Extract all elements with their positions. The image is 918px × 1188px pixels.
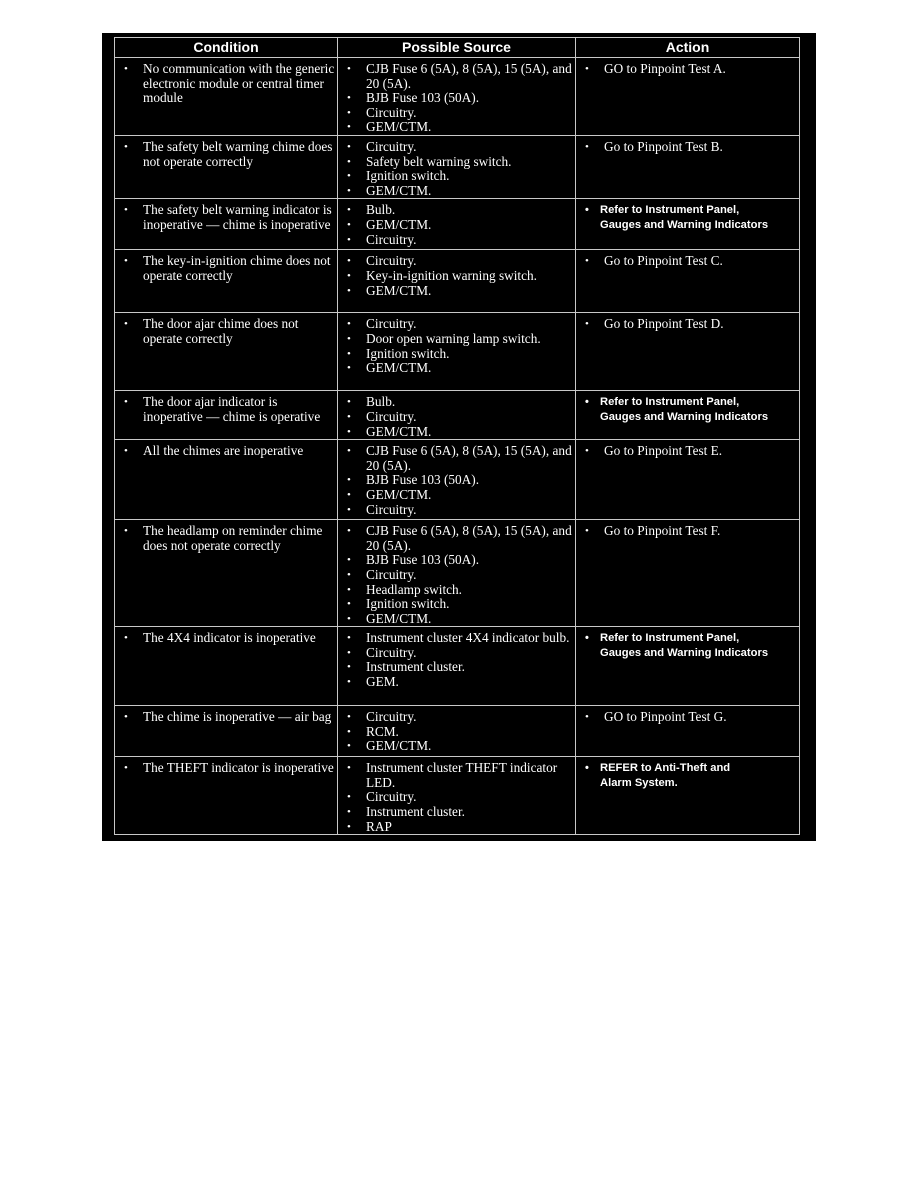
possible-source-cell (338, 135, 576, 198)
source-item: • Circuitry. (340, 710, 573, 725)
action-text: • Go to Pinpoint Test D. (578, 317, 797, 332)
source-item: • Circuitry. (340, 317, 573, 332)
table-row (115, 58, 800, 136)
table-row (115, 391, 800, 440)
condition-cell (115, 58, 338, 136)
action-reference-title-continued[interactable]: Gauges and Warning Indicators (600, 219, 769, 232)
table-header-row (115, 38, 800, 58)
action-cell (576, 440, 800, 520)
table-row (115, 250, 800, 313)
action-text: • Go to Pinpoint Test F. (578, 524, 797, 539)
table-row (115, 520, 800, 627)
condition-text: • The door ajar chime does not operate correctly (117, 317, 335, 346)
table-row (115, 199, 800, 250)
source-item: • Headlamp switch. (340, 583, 573, 598)
condition-cell (115, 199, 338, 250)
condition-cell (115, 391, 338, 440)
action-cell (576, 627, 800, 706)
possible-source-cell (338, 391, 576, 440)
condition-text: • The THEFT indicator is inoperative (117, 761, 335, 776)
source-item: • Ignition switch. (340, 347, 573, 362)
source-item: • GEM. (340, 675, 573, 690)
action-cell (576, 135, 800, 198)
table-row (115, 313, 800, 391)
source-item: • Instrument cluster. (340, 805, 573, 820)
action-text: • Go to Pinpoint Test B. (578, 140, 797, 155)
source-item: • Circuitry. (340, 646, 573, 661)
action-cell (576, 520, 800, 627)
condition-text: • The safety belt warning indicator is inoperative — chime is inoperative (117, 203, 335, 232)
source-item: • GEM/CTM. (340, 425, 573, 440)
source-item: • BJB Fuse 103 (50A). (340, 473, 573, 488)
action-reference-lead: REFER to (600, 762, 652, 775)
possible-source-cell (338, 520, 576, 627)
source-item: • Circuitry. (340, 233, 573, 248)
action-cell (576, 757, 800, 835)
source-item: • Door open warning lamp switch. (340, 332, 573, 347)
action-reference-title[interactable]: Anti-Theft and (654, 762, 731, 775)
action-text: • Go to Pinpoint Test C. (578, 254, 797, 269)
action-reference[interactable] (578, 203, 797, 233)
action-cell (576, 250, 800, 313)
condition-cell (115, 757, 338, 835)
table-row (115, 440, 800, 520)
action-reference-title[interactable]: Refer to Instrument Panel, (600, 632, 740, 645)
action-cell (576, 706, 800, 757)
condition-text: • The headlamp on reminder chime does not operate correctly (117, 524, 335, 553)
possible-source-cell (338, 627, 576, 706)
source-item: • Circuitry. (340, 140, 573, 155)
source-item: • GEM/CTM. (340, 361, 573, 376)
source-item: • Circuitry. (340, 106, 573, 121)
condition-text: • All the chimes are inoperative (117, 444, 335, 459)
action-reference-title-continued[interactable]: Gauges and Warning Indicators (600, 647, 769, 660)
action-text: • GO to Pinpoint Test G. (578, 710, 797, 725)
table-row (115, 757, 800, 835)
action-reference-title[interactable]: Refer to Instrument Panel, (600, 396, 740, 409)
condition-cell (115, 440, 338, 520)
action-reference-title-continued[interactable]: Alarm System. (600, 777, 678, 790)
source-item: • RAP (340, 820, 573, 835)
source-item: • Key-in-ignition warning switch. (340, 269, 573, 284)
possible-source-cell (338, 250, 576, 313)
action-cell (576, 199, 800, 250)
condition-cell (115, 135, 338, 198)
source-item: • GEM/CTM. (340, 184, 573, 199)
action-cell (576, 313, 800, 391)
possible-source-column-header: Possible Source (338, 38, 576, 58)
source-item: • Instrument cluster. (340, 660, 573, 675)
possible-source-cell (338, 706, 576, 757)
table-row (115, 135, 800, 198)
action-text: • GO to Pinpoint Test A. (578, 62, 797, 77)
source-item: • GEM/CTM. (340, 120, 573, 135)
source-item: • Circuitry. (340, 790, 573, 805)
source-item: • Safety belt warning switch. (340, 155, 573, 170)
source-item: • Circuitry. (340, 254, 573, 269)
action-reference-title-continued[interactable]: Gauges and Warning Indicators (600, 411, 769, 424)
source-item: • Circuitry. (340, 503, 573, 518)
condition-text: • The 4X4 indicator is inoperative (117, 631, 335, 646)
condition-cell (115, 706, 338, 757)
condition-text: • The safety belt warning chime does not operate correctly (117, 140, 335, 169)
condition-text: • The door ajar indicator is inoperative — chime is operative (117, 395, 335, 424)
source-item: • GEM/CTM. (340, 739, 573, 754)
action-column-header: Action (576, 38, 800, 58)
source-item: • GEM/CTM. (340, 612, 573, 627)
action-text: • Go to Pinpoint Test E. (578, 444, 797, 459)
source-item: • Bulb. (340, 203, 573, 218)
source-item: • GEM/CTM. (340, 218, 573, 233)
diagnostic-chart-page (102, 33, 816, 841)
source-item: • Bulb. (340, 395, 573, 410)
symptom-chart-table (114, 37, 800, 835)
possible-source-cell (338, 58, 576, 136)
source-item: • GEM/CTM. (340, 284, 573, 299)
source-item: • Ignition switch. (340, 169, 573, 184)
condition-column-header: Condition (115, 38, 338, 58)
action-cell (576, 391, 800, 440)
condition-cell (115, 520, 338, 627)
condition-cell (115, 313, 338, 391)
condition-cell (115, 627, 338, 706)
source-item: • Instrument cluster 4X4 indicator bulb. (340, 631, 573, 646)
possible-source-cell (338, 440, 576, 520)
source-item: • GEM/CTM. (340, 488, 573, 503)
source-item: • BJB Fuse 103 (50A). (340, 553, 573, 568)
source-item: • CJB Fuse 6 (5A), 8 (5A), 15 (5A), and 20 (5A). (340, 524, 573, 553)
source-item: • BJB Fuse 103 (50A). (340, 91, 573, 106)
possible-source-cell (338, 757, 576, 835)
source-item: • CJB Fuse 6 (5A), 8 (5A), 15 (5A), and 20 (5A). (340, 444, 573, 473)
action-reference-title[interactable]: Refer to Instrument Panel, (600, 204, 740, 217)
source-item: • Instrument cluster THEFT indicator LED. (340, 761, 573, 790)
condition-cell (115, 250, 338, 313)
condition-text: • The key-in-ignition chime does not operate correctly (117, 254, 335, 283)
source-item: • CJB Fuse 6 (5A), 8 (5A), 15 (5A), and 20 (5A). (340, 62, 573, 91)
possible-source-cell (338, 199, 576, 250)
condition-text: • No communication with the generic electronic module or central timer module (117, 62, 335, 106)
possible-source-cell (338, 313, 576, 391)
action-cell (576, 58, 800, 136)
source-item: • Circuitry. (340, 410, 573, 425)
action-reference[interactable] (578, 761, 797, 791)
source-item: • RCM. (340, 725, 573, 740)
action-reference[interactable] (578, 631, 797, 661)
condition-text: • The chime is inoperative — air bag (117, 710, 335, 725)
source-item: • Circuitry. (340, 568, 573, 583)
action-reference[interactable] (578, 395, 797, 425)
source-item: • Ignition switch. (340, 597, 573, 612)
table-row (115, 706, 800, 757)
table-row (115, 627, 800, 706)
